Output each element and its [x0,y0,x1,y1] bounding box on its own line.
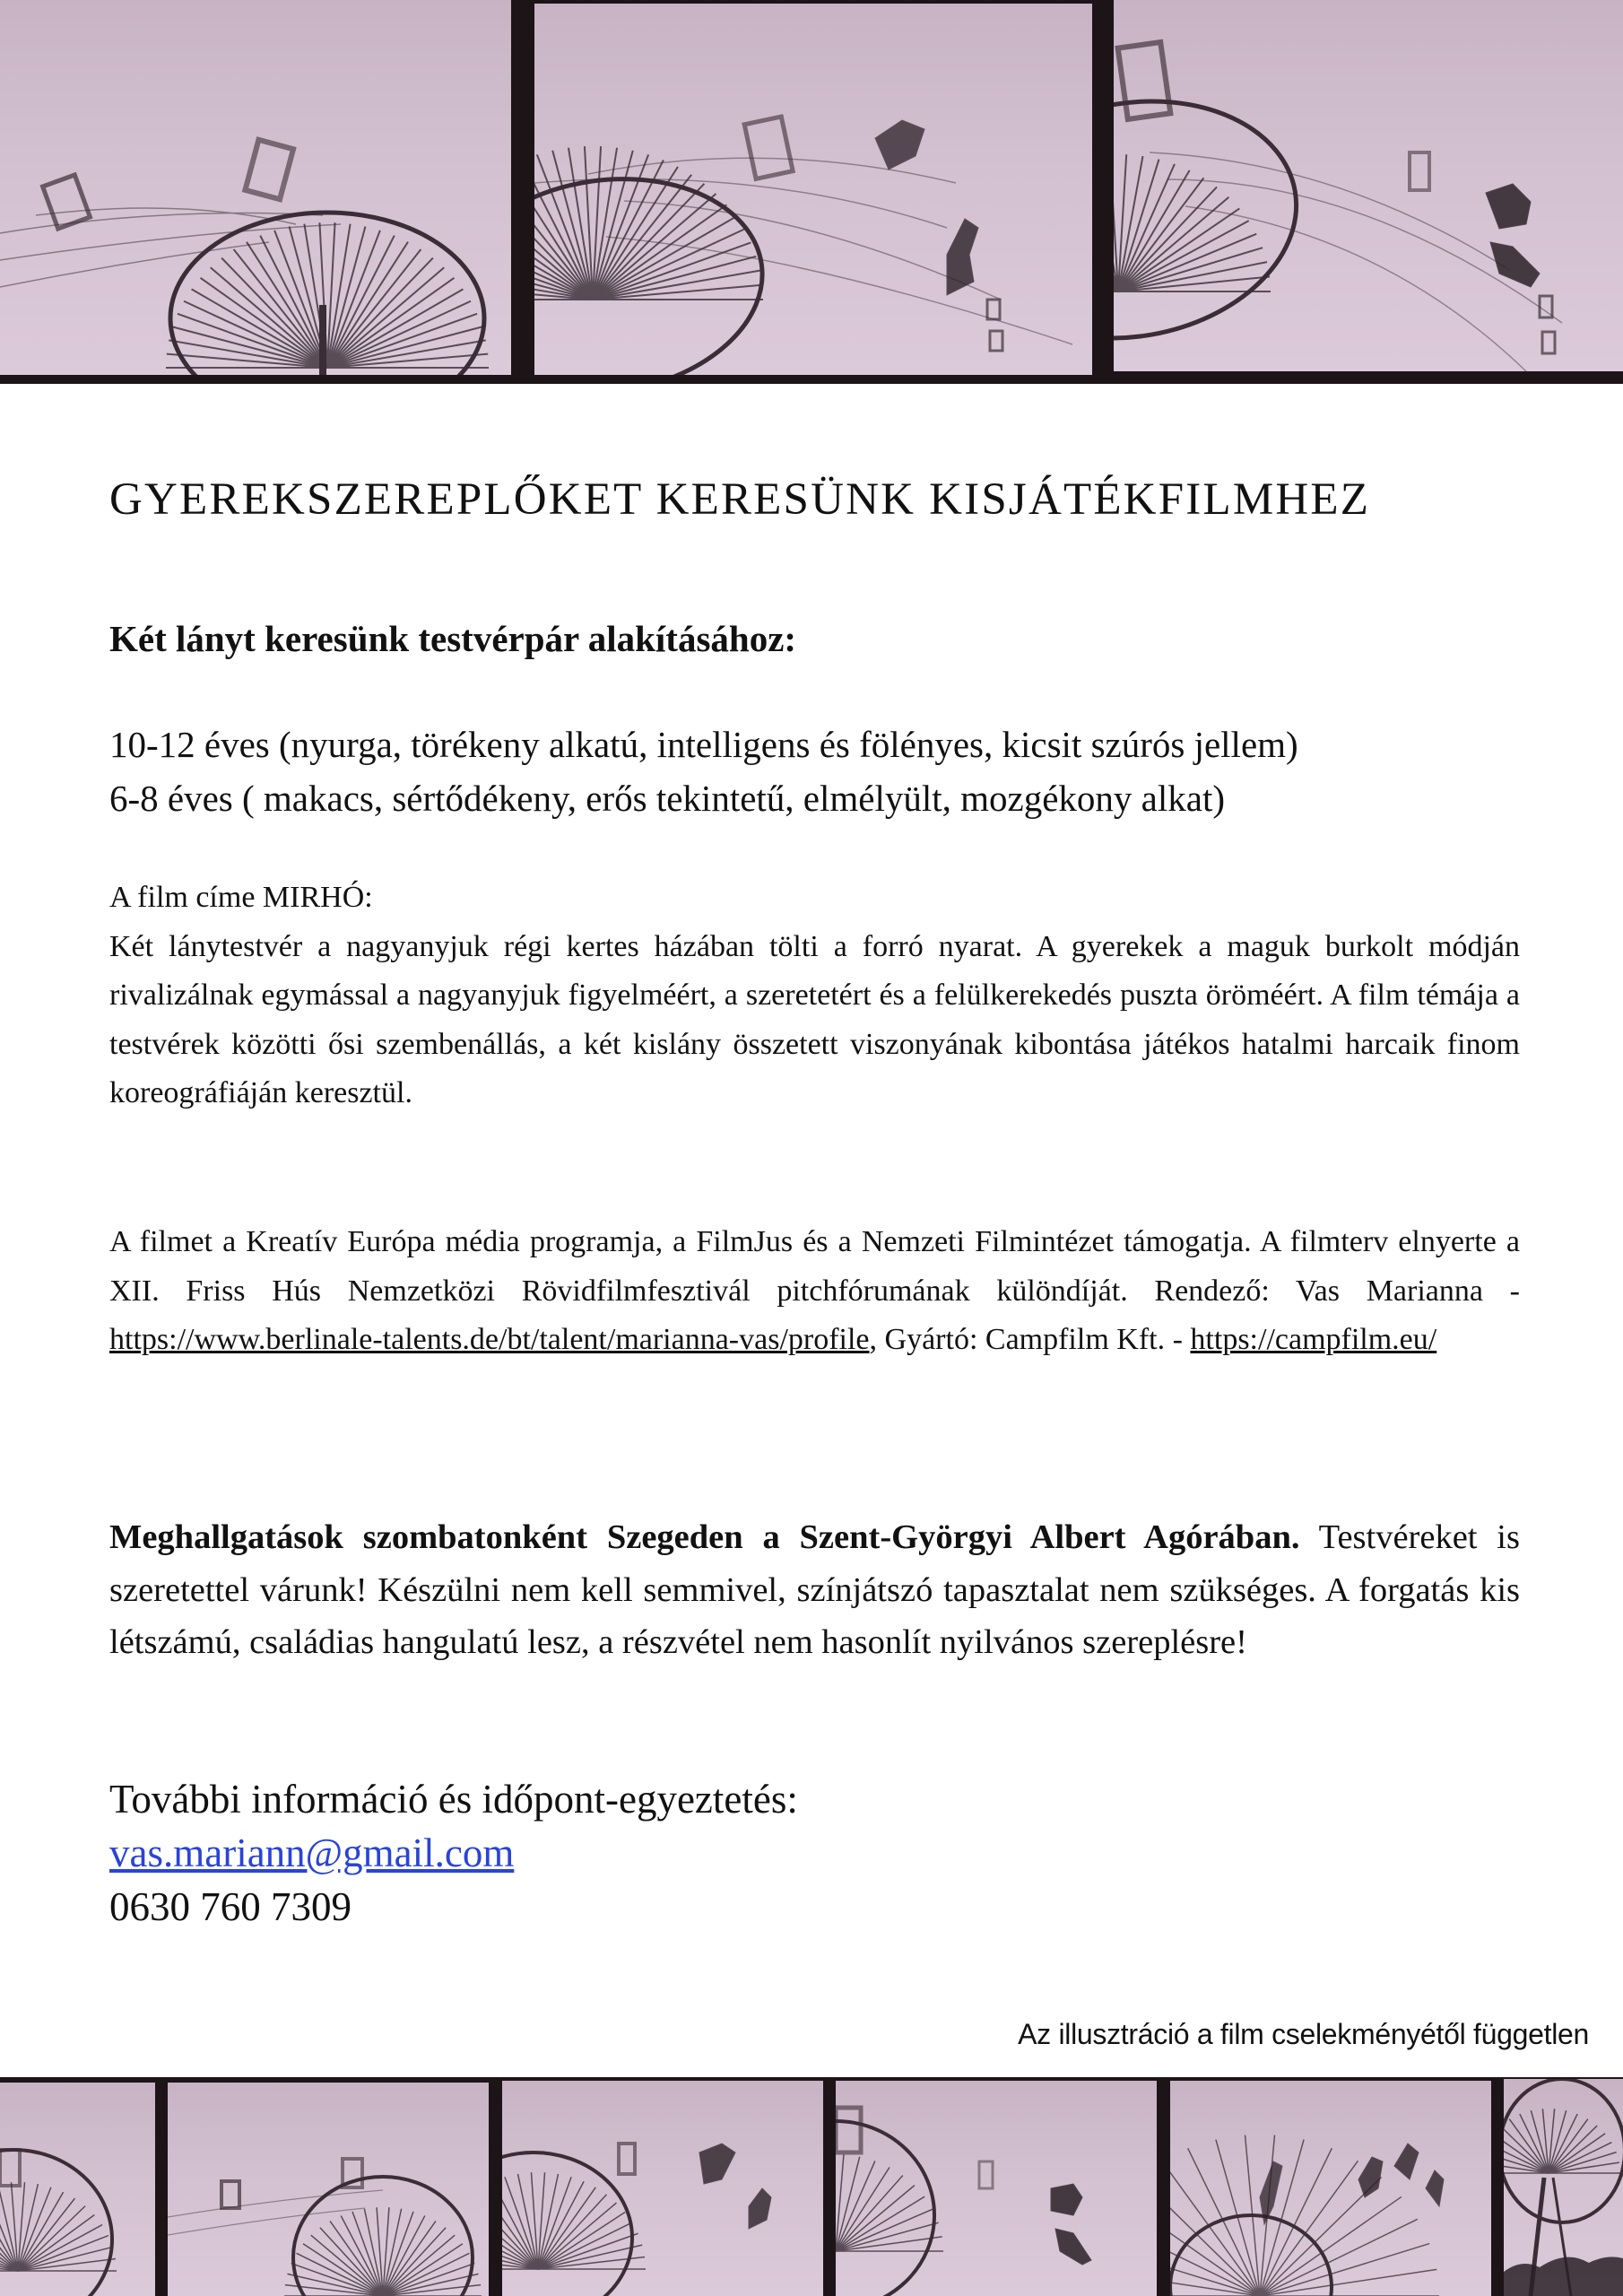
carousel-illustration [1170,2081,1491,2296]
credits-text: A filmet a Kreatív Európa média programja, a FilmJus és a Nemzeti Filmintézet támogatja. A filmterv elnyerte a XII. Friss Hús Nemzetközi Rövidfilmfesztivál pitchfórumának különdíját. Rendező: Vas Marianna - [109,1225,1520,1308]
carousel-spoke [327,278,454,368]
director-profile-link[interactable]: https://www.berlinale-talents.de/bt/talent/marianna-vas/profile [109,1323,870,1356]
carousel-spoke [18,2247,113,2271]
role-item: 10-12 éves (nyurga, törékeny alkatú, intelligens és fölényes, kicsit szúrós jellem) [109,724,1298,765]
film-frame [1114,0,1623,371]
casting-subtitle: Két lányt keresünk testvérpár alakításához: [109,618,797,659]
audition-location: Meghallgatások szombatonként Szegeden a Szent-Györgyi Albert Agórában. [109,1518,1300,1556]
producer-website-link[interactable]: https://campfilm.eu/ [1190,1323,1437,1356]
carousel-spoke [836,2196,924,2251]
film-synopsis: Két lánytestvér a nagyanyjuk régi kertes házában tölti a forró nyarat. A gyerekek a maguk burkolt módján rivalizálnak egymással a nagyanyjuk figyelméért, a szeretetért és a felülkerekedés puszta öröméért. A film témája a testvérek közötti ősi szembenállás, a két kislány összetett viszonyának kibontása játékos hatalmi harcaik finom koreográfiáján keresztül. [109,929,1520,1109]
carousel-spoke [18,2206,85,2271]
phone-number: 0630 760 7309 [109,1884,352,1929]
email-link[interactable]: vas.mariann@gmail.com [109,1831,515,1875]
carousel-illustration [168,2083,489,2296]
carousel-illustration [502,2081,823,2296]
credits-text-producer: , Gyártó: Campfilm Kft. - [869,1323,1191,1356]
film-frame [502,2081,823,2296]
carousel-spoke [593,204,726,300]
carousel-spoke [1260,2244,1429,2296]
film-frame [1504,2079,1623,2296]
audition-paragraph [109,1511,1520,1669]
film-title-line: A film címe MIRHÓ: [109,881,373,914]
credits-paragraph [109,1218,1520,1365]
carousel-spoke [1260,2178,1381,2296]
carousel-illustration [0,0,511,375]
carousel-spoke [1170,2161,1260,2296]
audition-details: Testvéreket is szeretettel várunk! Készülni nem kell semmivel, színjátszó tapasztalat nem szükséges. A forgatás kis létszámú, családias hangulatú lesz, a részvétel nem hasonlít nyilvános szereplésre! [109,1518,1520,1661]
illustration-disclaimer: Az illusztráció a film cselekményétől független [1018,2018,1589,2050]
film-strip-top [0,0,1623,384]
carousel-illustration [0,2083,155,2296]
carousel-illustration [534,4,1092,375]
carousel-spoke [538,2181,584,2269]
film-section [109,874,1520,1118]
film-strip-bottom [0,2077,1623,2296]
film-frame [168,2083,489,2296]
carousel-spoke [1549,2134,1605,2173]
film-frame [534,4,1092,375]
contact-label: További információ és időpont-egyeztetés: [109,1777,798,1822]
carousel-spoke [1549,2119,1588,2173]
role-item: 6-8 éves ( makacs, sértődékeny, erős tekintetű, elmélyült, mozgékony alkat) [109,778,1226,819]
roles-list [109,718,1520,825]
contact-section [109,1772,1520,1934]
carousel-illustration [1114,0,1623,371]
carousel-illustration [1504,2079,1623,2296]
film-frame [0,2083,155,2296]
carousel-spoke [1509,2119,1549,2173]
carousel-illustration [836,2081,1157,2296]
page-title: GYEREKSZEREPLŐKET KERESÜNK KISJÁTÉKFILMHEZ [109,474,1371,525]
film-frame [0,0,511,375]
carousel-spoke [836,2186,915,2251]
carousel-spoke [1118,197,1228,291]
film-frame [1170,2081,1491,2296]
carousel-spoke [201,278,327,368]
film-frame [836,2081,1157,2296]
carousel-spoke [538,2195,606,2269]
